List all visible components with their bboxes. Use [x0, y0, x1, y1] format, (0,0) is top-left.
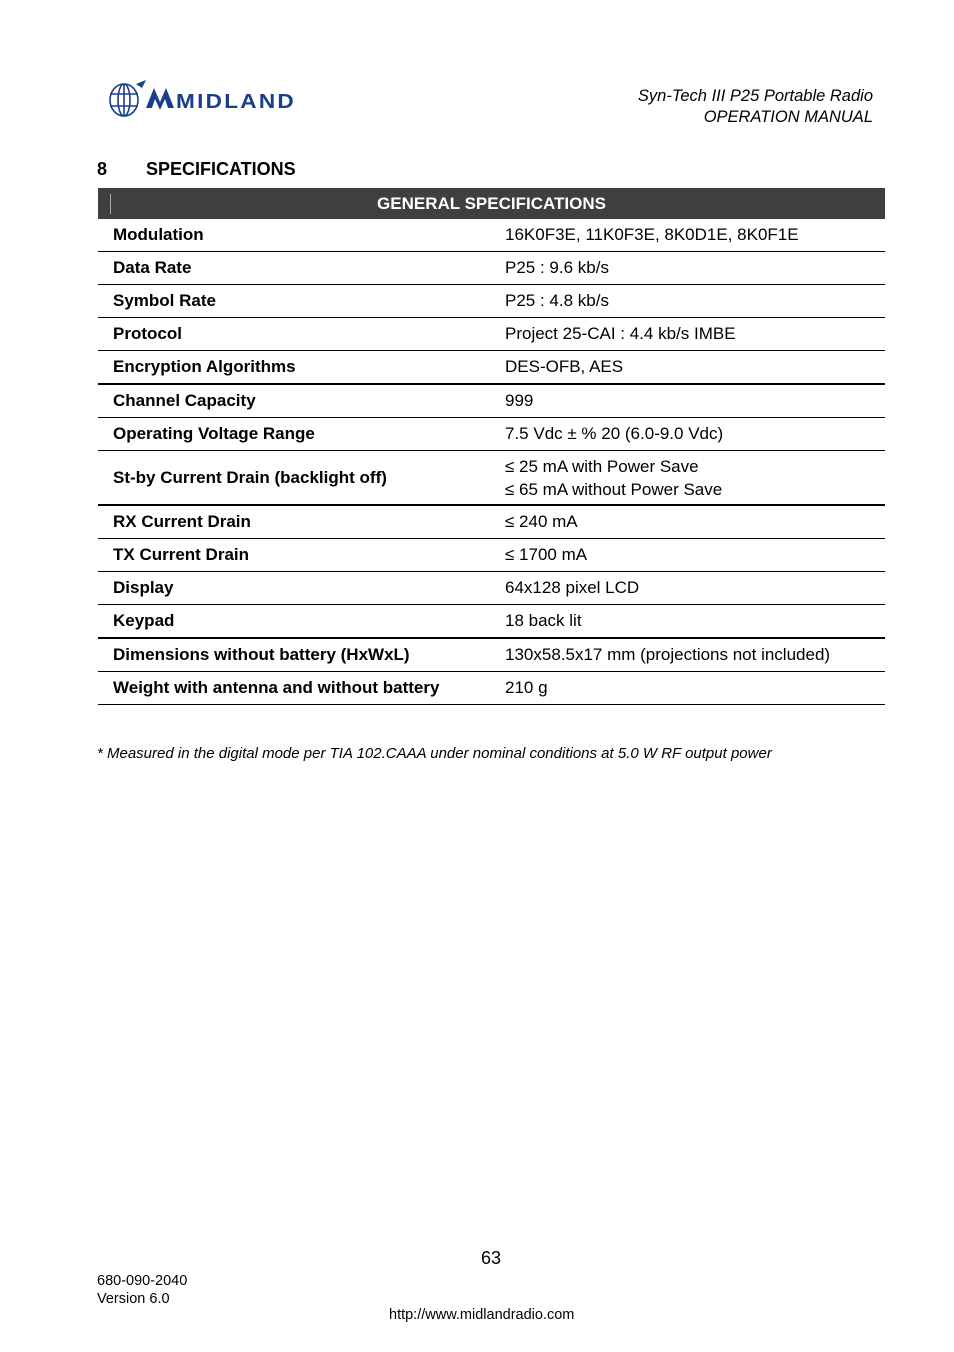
table-row — [98, 418, 885, 451]
spec-label: Encryption Algorithms — [98, 351, 505, 385]
spec-label: Display — [98, 572, 505, 605]
table-row — [98, 318, 885, 351]
document-version: Version 6.0 — [97, 1291, 170, 1307]
spec-value: P25 : 9.6 kb/s — [505, 252, 885, 285]
table-row — [98, 539, 885, 572]
table-row — [98, 451, 885, 506]
spec-label: Symbol Rate — [98, 285, 505, 318]
table-row — [98, 638, 885, 672]
spec-label: RX Current Drain — [98, 505, 505, 539]
table-row — [98, 219, 885, 252]
specifications-table — [98, 188, 885, 705]
spec-label: Operating Voltage Range — [98, 418, 505, 451]
spec-value: 999 — [505, 384, 885, 418]
spec-value — [505, 451, 885, 506]
table-row — [98, 384, 885, 418]
spec-value: 18 back lit — [505, 605, 885, 639]
spec-value: Project 25-CAI : 4.4 kb/s IMBE — [505, 318, 885, 351]
spec-value: 210 g — [505, 672, 885, 705]
table-row — [98, 351, 885, 385]
specifications-body — [98, 219, 885, 705]
table-row — [98, 672, 885, 705]
spec-value: 130x58.5x17 mm (projections not included) — [505, 638, 885, 672]
spec-label: St-by Current Drain (backlight off) — [98, 451, 505, 506]
spec-value-line: ≤ 65 mA without Power Save — [505, 479, 723, 499]
product-name: Syn-Tech III P25 Portable Radio — [637, 87, 873, 105]
section-number: 8 — [97, 159, 108, 179]
spec-value: ≤ 240 mA — [505, 505, 885, 539]
spec-value: 16K0F3E, 11K0F3E, 8K0D1E, 8K0F1E — [505, 219, 885, 252]
section-title: SPECIFICATIONS — [146, 159, 296, 179]
table-heading — [98, 188, 885, 219]
website-link[interactable]: http://www.midlandradio.com — [389, 1307, 575, 1323]
section-heading — [97, 159, 296, 180]
spec-label: Keypad — [98, 605, 505, 639]
table-row — [98, 572, 885, 605]
logo-wordmark: MIDLAND — [176, 91, 296, 113]
spec-label: Channel Capacity — [98, 384, 505, 418]
spec-value: DES-OFB, AES — [505, 351, 885, 385]
footnote: * Measured in the digital mode per TIA 102.CAAA under nominal conditions at 5.0 W RF output power — [97, 745, 772, 762]
table-row — [98, 252, 885, 285]
midland-logo — [106, 78, 301, 122]
table-heading-text: GENERAL SPECIFICATIONS — [377, 193, 606, 213]
spec-value-line: ≤ 25 mA with Power Save — [505, 456, 699, 476]
spec-value: P25 : 4.8 kb/s — [505, 285, 885, 318]
spec-value: 64x128 pixel LCD — [505, 572, 885, 605]
spec-label: Data Rate — [98, 252, 505, 285]
spec-value: ≤ 1700 mA — [505, 539, 885, 572]
page-number: 63 — [481, 1248, 502, 1268]
spec-value: 7.5 Vdc ± % 20 (6.0-9.0 Vdc) — [505, 418, 885, 451]
document-info — [97, 1272, 187, 1308]
table-header-row — [98, 188, 885, 219]
table-row — [98, 285, 885, 318]
manual-title: OPERATION MANUAL — [703, 108, 873, 126]
document-number: 680-090-2040 — [97, 1273, 188, 1289]
header-divider — [110, 194, 111, 214]
spec-label: Protocol — [98, 318, 505, 351]
spec-label: Weight with antenna and without battery — [98, 672, 505, 705]
spec-label: Modulation — [98, 219, 505, 252]
spec-label: Dimensions without battery (HxWxL) — [98, 638, 505, 672]
spec-label: TX Current Drain — [98, 539, 505, 572]
document-header — [638, 86, 873, 128]
table-row — [98, 505, 885, 539]
table-row — [98, 605, 885, 639]
